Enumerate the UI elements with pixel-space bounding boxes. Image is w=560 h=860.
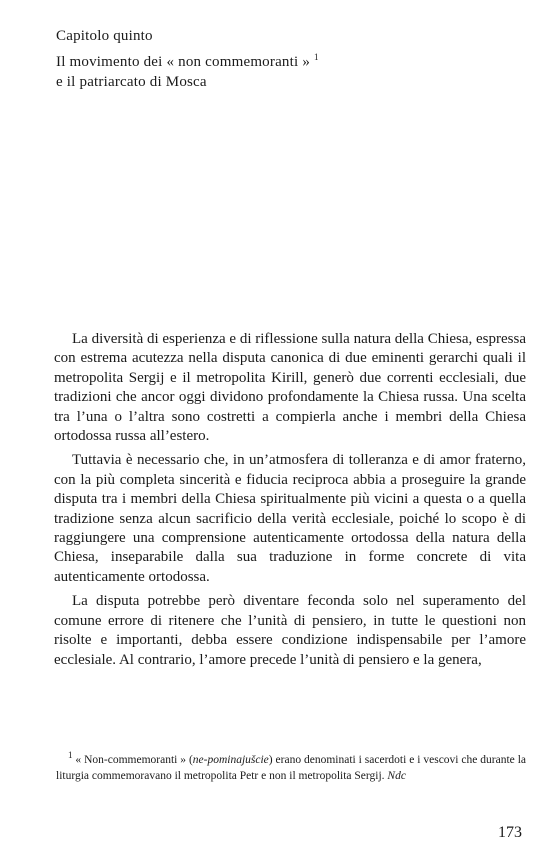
paragraph: Tuttavia è necessario che, in un’atmosfera di tolleranza e di amor fraterno, con la più completa sincerità e fiducia reciproca abbia a proseguire la grande disputa tra i membri della Chiesa spiritualmente più vicini a questa o a quella tradizione senza alcun sacrificio della verità ecclesiale, poiché lo scopo è di raggiungere una comprensione autenticamente ortodossa della natura della Chiesa, inseparabile dalla sua traduzione in forme concrete di vita autenticamente ortodossa. <box>54 452 526 585</box>
footnote-marker: 1 <box>68 750 73 761</box>
chapter-heading <box>56 26 526 92</box>
footnote <box>56 752 526 784</box>
page-number: 173 <box>498 824 522 841</box>
footnote-editor-tag: Ndc <box>387 770 406 782</box>
paragraph: La disputa potrebbe però diventare feconda solo nel superamento del comune errore di ritenere che l’unità di pensiero, in tutte le questioni non risolte e importanti, debba essere condizione indispensabile per l’amore ecclesiale. Al contrario, l’amore precede l’unità di pensiero e la genera, <box>54 593 526 668</box>
body-text <box>54 330 526 675</box>
chapter-title <box>56 52 526 92</box>
chapter-label: Capitolo quinto <box>56 28 153 44</box>
footnote-text-open: « Non-commemoranti » ( <box>75 754 193 766</box>
chapter-title-line1: Il movimento dei « non commemoranti » <box>56 54 311 70</box>
footnote-reference[interactable]: 1 <box>313 52 319 62</box>
footnote-text-middle: ) erano denominati i sacerdoti e i vescovi che durante la liturgia commemoravano il metropolita Petr e non il metropolita Sergij. <box>56 754 526 782</box>
paragraph: La diversità di esperienza e di riflessione sulla natura della Chiesa, espressa con estrema acutezza nella disputa canonica di due eminenti gerarchi quali il metropolita Sergij e il metropolita Kirill, generò due correnti ecclesiali, due tradizioni che ancor oggi dividono profondamente la Chiesa russa. Una scelta tra l’una o l’altra sono costretti a compierla anche i membri della Chiesa ortodossa russa all’estero. <box>54 331 526 445</box>
footnote-italic-term: ne-pominajušcie <box>192 754 269 766</box>
chapter-title-line2: e il patriarcato di Mosca <box>56 74 207 90</box>
